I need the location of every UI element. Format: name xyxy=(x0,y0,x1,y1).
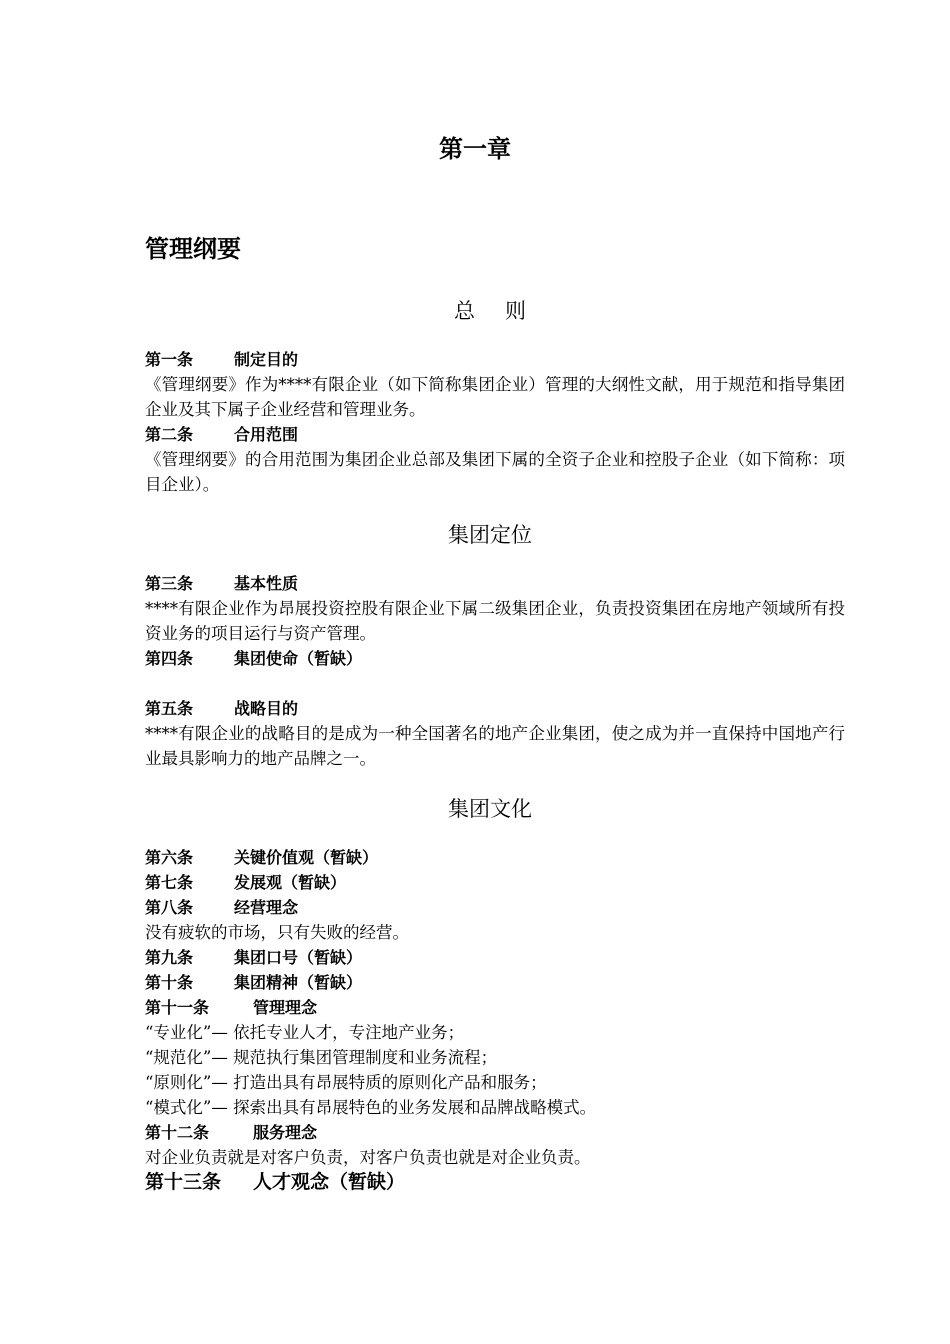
article-11-heading xyxy=(145,995,845,1020)
articles-general xyxy=(145,347,845,497)
article-11-line: “原则化”— 打造出具有昂展特质的原则化产品和服务； xyxy=(145,1073,547,1092)
chapter-title: 第一章 xyxy=(439,135,511,163)
articles-position xyxy=(145,571,845,771)
article-title: 制定目的 xyxy=(234,350,299,369)
article-number: 第四条 xyxy=(145,649,194,668)
article-title: 服务理念 xyxy=(253,1123,318,1142)
blank-line xyxy=(145,671,845,696)
article-title: 合用范围 xyxy=(234,425,299,444)
article-11-line: “专业化”— 依托专业人才，专注地产业务； xyxy=(145,1023,465,1042)
article-number: 第五条 xyxy=(145,699,194,718)
articles-culture xyxy=(145,845,845,1195)
article-title: 管理理念 xyxy=(253,998,318,1017)
article-title: 集团口号（暂缺） xyxy=(234,948,363,967)
article-3-body: ****有限企业作为昂展投资控股有限企业下属二级集团企业，负责投资集团在房地产领域所有投资业务的项目运行与资产管理。 xyxy=(145,599,845,643)
article-3-heading xyxy=(145,571,845,596)
article-2-body: 《管理纲要》的合用范围为集团企业总部及集团下属的全资子企业和控股子企业（如下简称：项目企业）。 xyxy=(145,450,845,494)
section-heading-general xyxy=(0,297,950,325)
article-number: 第十二条 xyxy=(145,1123,210,1142)
article-8-heading xyxy=(145,895,845,920)
article-number: 第三条 xyxy=(145,574,194,593)
article-7-heading xyxy=(145,870,845,895)
article-title: 关键价值观（暂缺） xyxy=(234,848,379,867)
article-number: 第十条 xyxy=(145,973,194,992)
part-title: 管理纲要 xyxy=(145,235,241,263)
article-number: 第一条 xyxy=(145,350,194,369)
article-5-body: ****有限企业的战略目的是成为一种全国著名的地产企业集团，使之成为并一直保持中国地产行业最具影响力的地产品牌之一。 xyxy=(145,724,845,768)
article-number: 第十一条 xyxy=(145,998,210,1017)
article-title: 发展观（暂缺） xyxy=(234,873,347,892)
section-heading-culture: 集团文化 xyxy=(448,797,532,821)
article-6-heading xyxy=(145,845,845,870)
article-title: 集团使命（暂缺） xyxy=(234,649,363,668)
article-number: 第二条 xyxy=(145,425,194,444)
article-number: 第九条 xyxy=(145,948,194,967)
article-title: 战略目的 xyxy=(234,699,299,718)
article-12-body: 对企业负责就是对客户负责，对客户负责也就是对企业负责。 xyxy=(145,1148,591,1167)
article-1-heading xyxy=(145,347,845,372)
article-5-heading xyxy=(145,696,845,721)
article-title: 经营理念 xyxy=(234,898,299,917)
article-title: 人才观念（暂缺） xyxy=(253,1171,406,1193)
article-title: 基本性质 xyxy=(234,574,299,593)
article-8-body: 没有疲软的市场，只有失败的经营。 xyxy=(145,923,409,942)
article-number: 第十三条 xyxy=(145,1171,222,1193)
article-11-line: “模式化”— 探索出具有昂展特色的业务发展和品牌战略模式。 xyxy=(145,1098,597,1117)
section-heading-position: 集团定位 xyxy=(448,523,532,547)
article-2-heading xyxy=(145,422,845,447)
article-number: 第八条 xyxy=(145,898,194,917)
section-general-right: 则 xyxy=(505,299,526,323)
article-13-heading xyxy=(145,1170,845,1195)
article-12-heading xyxy=(145,1120,845,1145)
article-10-heading xyxy=(145,970,845,995)
article-title: 集团精神（暂缺） xyxy=(234,973,363,992)
article-1-body: 《管理纲要》作为****有限企业（如下简称集团企业）管理的大纲性文献，用于规范和指导集团企业及其下属子企业经营和管理业务。 xyxy=(145,375,845,419)
article-number: 第七条 xyxy=(145,873,194,892)
article-11-line: “规范化”— 规范执行集团管理制度和业务流程； xyxy=(145,1048,498,1067)
article-9-heading xyxy=(145,945,845,970)
article-number: 第六条 xyxy=(145,848,194,867)
section-general-left: 总 xyxy=(454,299,475,323)
article-4-heading xyxy=(145,646,845,671)
